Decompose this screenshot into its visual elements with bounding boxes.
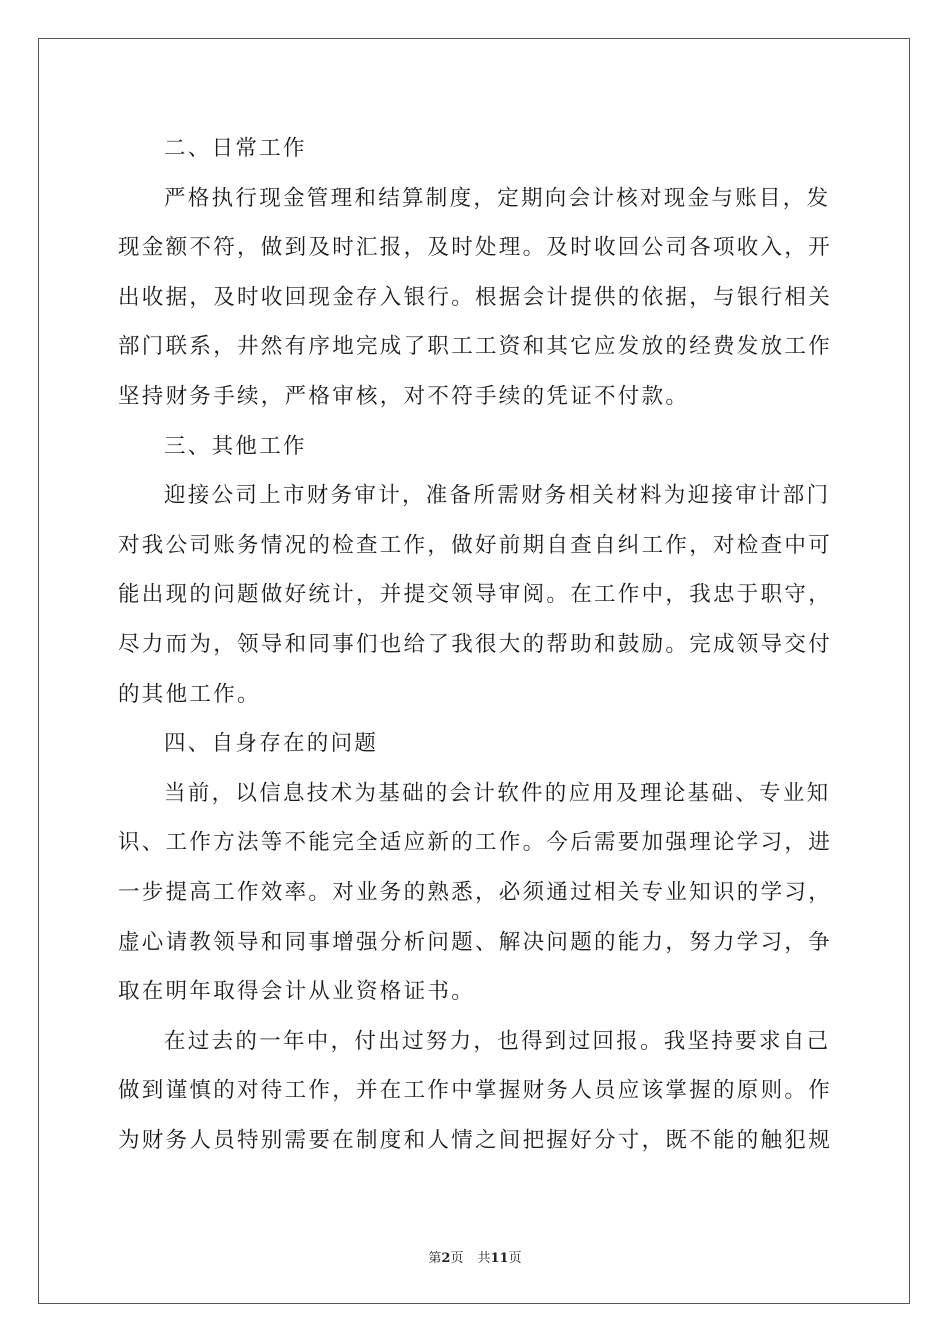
paragraph-line: 迎接公司上市财务审计，准备所需财务相关材料为迎接审计部门 — [164, 483, 831, 509]
page-number: 2 — [441, 1251, 451, 1266]
section-heading-other-work: 三、其他工作 — [164, 433, 307, 459]
paragraph-line: 现金额不符，做到及时汇报，及时处理。及时收回公司各项收入，开 — [118, 235, 833, 261]
paragraph-line: 的其他工作。 — [118, 681, 261, 707]
paragraph-line: 识、工作方法等不能完全适应新的工作。今后需要加强理论学习，进 — [118, 830, 833, 856]
total-suffix: 页 — [508, 1251, 522, 1266]
paragraph-line: 取在明年取得会计从业资格证书。 — [118, 979, 476, 1005]
paragraph-line: 部门联系，井然有序地完成了职工工资和其它应发放的经费发放工作 — [118, 334, 833, 360]
paragraph-line: 坚持财务手续，严格审核，对不符手续的凭证不付款。 — [118, 383, 690, 409]
total-pages: 11 — [490, 1251, 509, 1266]
total-prefix: 共 — [477, 1251, 491, 1266]
paragraph-line: 能出现的问题做好统计，并提交领导审阅。在工作中，我忠于职守， — [118, 582, 833, 608]
paragraph-line: 虚心请教领导和同事增强分析问题、解决问题的能力，努力学习，争 — [118, 929, 833, 955]
page-footer — [0, 1247, 950, 1266]
paragraph-line: 对我公司账务情况的检查工作，做好前期自查自纠工作，对检查中可 — [118, 532, 833, 558]
section-heading-daily-work: 二、日常工作 — [164, 136, 307, 161]
paragraph-line: 出收据，及时收回现金存入银行。根据会计提供的依据，与银行相关 — [118, 284, 833, 310]
paragraph-line: 尽力而为，领导和同事们也给了我很大的帮助和鼓励。完成领导交付 — [118, 631, 833, 657]
paragraph-line: 一步提高工作效率。对业务的熟悉，必须通过相关专业知识的学习， — [118, 879, 833, 905]
paragraph-line: 严格执行现金管理和结算制度，定期向会计核对现金与账目，发 — [164, 185, 831, 211]
paragraph-line: 做到谨慎的对待工作，并在工作中掌握财务人员应该掌握的原则。作 — [118, 1078, 833, 1104]
section-heading-own-problems: 四、自身存在的问题 — [164, 731, 379, 757]
paragraph-line: 当前，以信息技术为基础的会计软件的应用及理论基础、专业知 — [164, 780, 831, 806]
document-body — [118, 124, 840, 1165]
page-prefix: 第 — [428, 1251, 442, 1266]
paragraph-line: 为财务人员特别需要在制度和人情之间把握好分寸，既不能的触犯规 — [118, 1127, 833, 1153]
page-suffix: 页 — [450, 1251, 464, 1266]
paragraph-line: 在过去的一年中，付出过努力，也得到过回报。我坚持要求自己 — [164, 1028, 831, 1054]
